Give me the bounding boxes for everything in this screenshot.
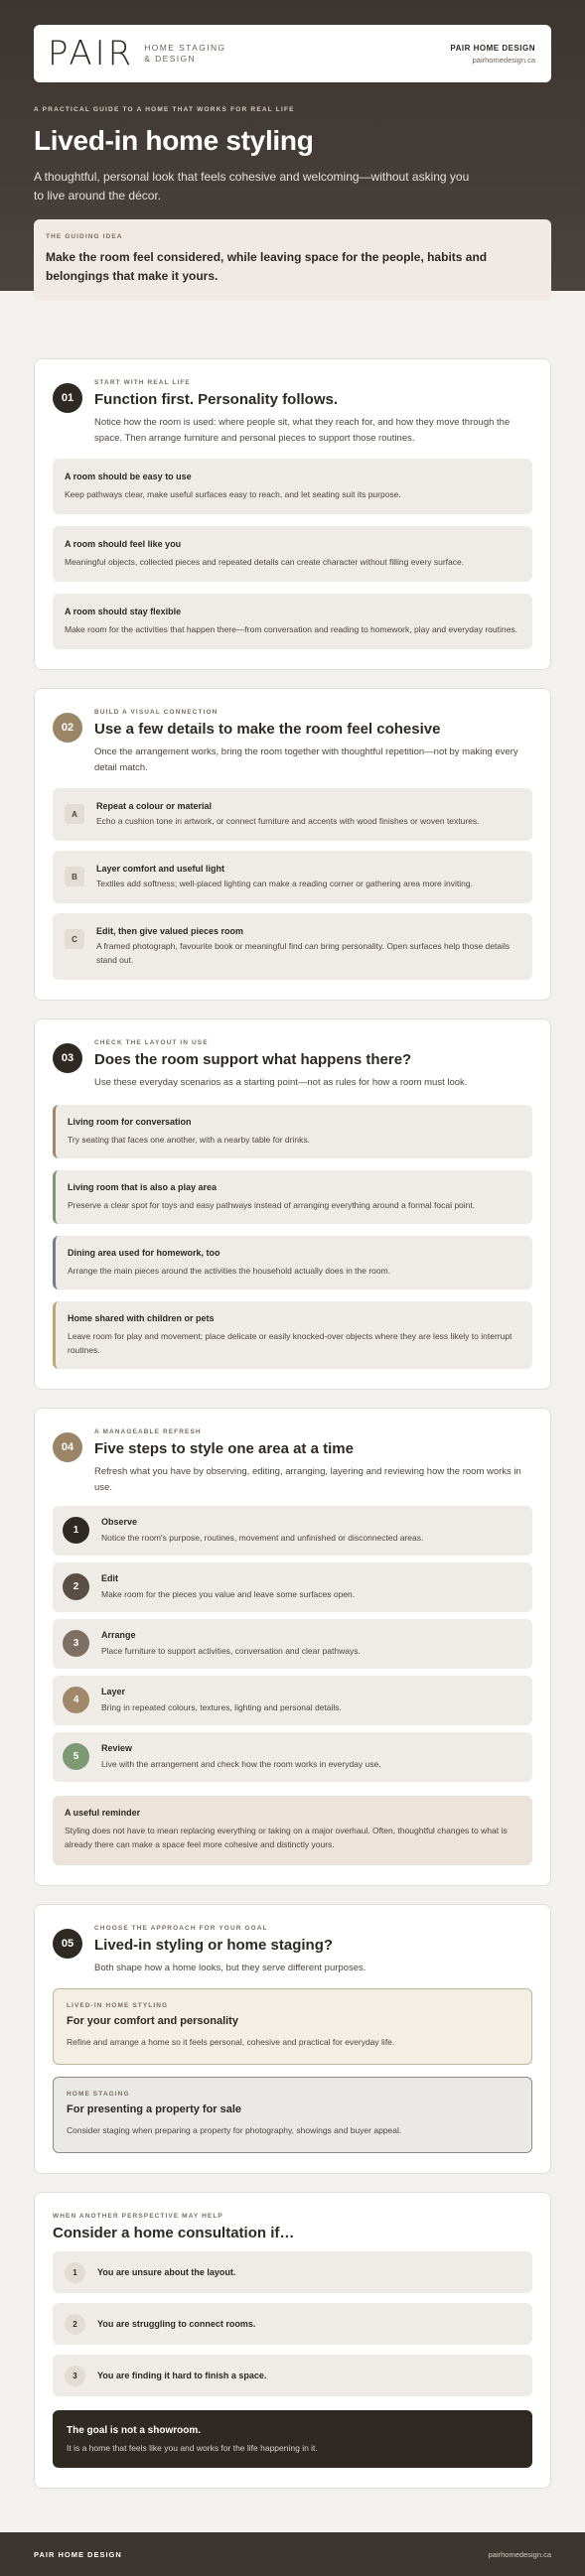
consult-number: 1 xyxy=(65,2262,85,2283)
detail-item xyxy=(53,788,532,841)
section-number-badge: 05 xyxy=(53,1929,82,1959)
detail-letter: A xyxy=(65,804,84,824)
section-intro: Refresh what you have by observing, editing, arranging, layering and reviewing how the room works in use. xyxy=(94,1466,521,1493)
scenario-item xyxy=(53,1236,532,1289)
section-intro: Once the arrangement works, bring the room together with thoughtful repetition—not by making every detail match. xyxy=(94,746,518,773)
approach-text: Refine and arrange a home so it feels personal, cohesive and practical for everyday life. xyxy=(67,2037,395,2047)
step-item xyxy=(53,1732,532,1782)
step-item xyxy=(53,1506,532,1556)
scenario-title: Living room that is also a play area xyxy=(68,1182,218,1192)
approach-option xyxy=(53,2077,532,2153)
approach-title: For your comfort and personality xyxy=(67,2015,238,2027)
step-item xyxy=(53,1562,532,1612)
section-intro: Notice how the room is used: where people sit, what they reach for, and how they move through the space. Then arrange furniture and personal pieces to support those routines. xyxy=(94,417,511,444)
step-item xyxy=(53,1676,532,1725)
scenario-item xyxy=(53,1105,532,1158)
footer-brand: PAIR HOME DESIGN xyxy=(34,2549,122,2559)
main-content xyxy=(0,291,585,2489)
scenario-item xyxy=(53,1170,532,1224)
section-layout-check xyxy=(34,1018,551,1390)
consult-title: Consider a home consultation if… xyxy=(53,2225,295,2241)
section-eyebrow: A MANAGEABLE REFRESH xyxy=(94,1428,202,1435)
step-text: Bring in repeated colours, textures, lighting and personal details. xyxy=(101,1702,342,1712)
scenario-text: Leave room for play and movement; place delicate or easily knocked-over objects where they are less likely to interrupt routines. xyxy=(68,1331,512,1355)
step-title: Arrange xyxy=(101,1630,136,1640)
principle-text: Make room for the activities that happen there—from conversation and reading to homework, play and everyday routines. xyxy=(65,624,517,634)
section-title: Does the room support what happens there? xyxy=(94,1051,412,1068)
logo-wordmark: PAIR xyxy=(48,34,135,73)
detail-text: Echo a cushion tone in artwork, or connect furniture and accents with wood finishes or woven textures. xyxy=(96,816,480,826)
step-title: Observe xyxy=(101,1517,138,1527)
goal-text: It is a home that feels like you and works for the life happening in it. xyxy=(67,2443,318,2453)
detail-letter: B xyxy=(65,867,84,886)
logo-subtitle-line2: & DESIGN xyxy=(144,54,197,64)
section-eyebrow: BUILD A VISUAL CONNECTION xyxy=(94,709,219,716)
scenario-title: Living room for conversation xyxy=(68,1117,192,1127)
section-styling-vs-staging xyxy=(34,1904,551,2174)
hero-intro: A thoughtful, personal look that feels cohesive and welcoming—without asking you to live around the décor. xyxy=(34,170,470,203)
principle-text: Keep pathways clear, make useful surfaces easy to reach, and let seating suit its purpose. xyxy=(65,489,401,499)
consult-item xyxy=(53,2303,532,2345)
section-title: Function first. Personality follows. xyxy=(94,391,339,408)
consult-item xyxy=(53,2355,532,2396)
reminder-title: A useful reminder xyxy=(65,1808,141,1818)
step-title: Layer xyxy=(101,1687,126,1696)
section-cohesive-details xyxy=(34,688,551,1001)
principle-text: Meaningful objects, collected pieces and repeated details can create character without filling every surface. xyxy=(65,557,465,567)
section-number-badge: 02 xyxy=(53,713,82,743)
scenario-item xyxy=(53,1301,532,1369)
section-function-first xyxy=(34,358,551,670)
section-eyebrow: CHOOSE THE APPROACH FOR YOUR GOAL xyxy=(94,1925,268,1932)
principle-title: A room should feel like you xyxy=(65,539,182,549)
reminder-box xyxy=(53,1796,532,1865)
logo-subtitle-line1: HOME STAGING xyxy=(144,43,226,53)
step-number-badge: 1 xyxy=(63,1517,89,1544)
section-title: Use a few details to make the room feel cohesive xyxy=(94,721,441,738)
step-title: Review xyxy=(101,1743,133,1753)
scenario-title: Dining area used for homework, too xyxy=(68,1248,220,1258)
step-number-badge: 5 xyxy=(63,1743,89,1770)
guiding-idea-label: THE GUIDING IDEA xyxy=(46,233,123,240)
scenario-text: Arrange the main pieces around the activities the household actually does in the room. xyxy=(68,1266,391,1276)
principle-item xyxy=(53,526,532,582)
consult-eyebrow: WHEN ANOTHER PERSPECTIVE MAY HELP xyxy=(53,2213,223,2220)
consult-number: 2 xyxy=(65,2314,85,2335)
detail-title: Edit, then give valued pieces room xyxy=(96,926,244,936)
brand-bar xyxy=(34,25,551,82)
step-text: Place furniture to support activities, conversation and clear pathways. xyxy=(101,1646,361,1656)
approach-text: Consider staging when preparing a property for photography, showings and buyer appeal. xyxy=(67,2125,402,2135)
approach-title: For presenting a property for sale xyxy=(67,2103,242,2115)
principle-title: A room should be easy to use xyxy=(65,472,192,481)
step-text: Notice the room's purpose, routines, movement and unfinished or disconnected areas. xyxy=(101,1533,424,1543)
principle-item xyxy=(53,459,532,514)
section-intro: Use these everyday scenarios as a starting point—not as rules for how a room must look. xyxy=(94,1077,468,1088)
detail-title: Repeat a colour or material xyxy=(96,801,213,811)
section-five-steps xyxy=(34,1408,551,1886)
brand-url-link[interactable]: pairhomedesign.ca xyxy=(472,55,535,65)
step-item xyxy=(53,1619,532,1669)
brand-logo[interactable] xyxy=(48,34,226,73)
guiding-idea-text: Make the room feel considered, while leaving space for the people, habits and belongings that make it yours. xyxy=(46,250,488,283)
consult-text: You are unsure about the layout. xyxy=(97,2267,236,2277)
hero xyxy=(0,0,585,291)
principle-item xyxy=(53,594,532,649)
scenario-text: Try seating that faces one another, with a nearby table for drinks. xyxy=(68,1135,310,1145)
section-number-badge: 04 xyxy=(53,1432,82,1462)
detail-item xyxy=(53,851,532,903)
step-number-badge: 4 xyxy=(63,1687,89,1713)
hero-eyebrow: A PRACTICAL GUIDE TO A HOME THAT WORKS FOR REAL LIFE xyxy=(34,106,295,113)
step-title: Edit xyxy=(101,1573,118,1583)
section-number-badge: 01 xyxy=(53,383,82,413)
page-title: Lived-in home styling xyxy=(34,125,314,156)
section-intro: Both shape how a home looks, but they serve different purposes. xyxy=(94,1963,366,1973)
consult-text: You are finding it hard to finish a space. xyxy=(97,2371,267,2380)
section-title: Lived-in styling or home staging? xyxy=(94,1937,334,1954)
consult-text: You are struggling to connect rooms. xyxy=(97,2319,256,2329)
consult-item xyxy=(53,2251,532,2293)
detail-item xyxy=(53,913,532,980)
approach-option xyxy=(53,1988,532,2065)
goal-title: The goal is not a showroom. xyxy=(67,2425,202,2436)
section-title: Five steps to style one area at a time xyxy=(94,1440,354,1457)
section-consultation xyxy=(34,2192,551,2489)
step-text: Live with the arrangement and check how the room works in everyday use. xyxy=(101,1759,381,1769)
approach-label: HOME STAGING xyxy=(67,2091,130,2098)
footer-url-link[interactable]: pairhomedesign.ca xyxy=(488,2549,551,2559)
section-eyebrow: START WITH REAL LIFE xyxy=(94,379,191,386)
detail-text: A framed photograph, favourite book or meaningful find can bring personality. Open surfaces help those details stand out. xyxy=(96,941,511,965)
goal-banner xyxy=(53,2410,532,2468)
scenario-title: Home shared with children or pets xyxy=(68,1313,215,1323)
step-number-badge: 2 xyxy=(63,1573,89,1600)
scenario-text: Preserve a clear spot for toys and easy pathways instead of arranging everything around a formal focal point. xyxy=(68,1200,476,1210)
section-eyebrow: CHECK THE LAYOUT IN USE xyxy=(94,1039,209,1046)
brand-name: PAIR HOME DESIGN xyxy=(450,43,535,53)
step-number-badge: 3 xyxy=(63,1630,89,1657)
guiding-idea-box xyxy=(34,219,551,301)
detail-text: Textiles add softness; well-placed lighting can make a reading corner or gathering area more inviting. xyxy=(96,879,473,888)
detail-letter: C xyxy=(65,929,84,949)
approach-label: LIVED-IN HOME STYLING xyxy=(67,2002,169,2009)
principle-title: A room should stay flexible xyxy=(65,607,182,616)
step-text: Make room for the pieces you value and leave some surfaces open. xyxy=(101,1589,356,1599)
section-number-badge: 03 xyxy=(53,1043,82,1073)
consult-number: 3 xyxy=(65,2366,85,2386)
reminder-text: Styling does not have to mean replacing everything or taking on a major overhaul. Often, thoughtful changes to what is already there can make a space feel more cohesive and distinctly yours. xyxy=(65,1826,508,1849)
footer xyxy=(0,2532,585,2576)
detail-title: Layer comfort and useful light xyxy=(96,864,225,874)
